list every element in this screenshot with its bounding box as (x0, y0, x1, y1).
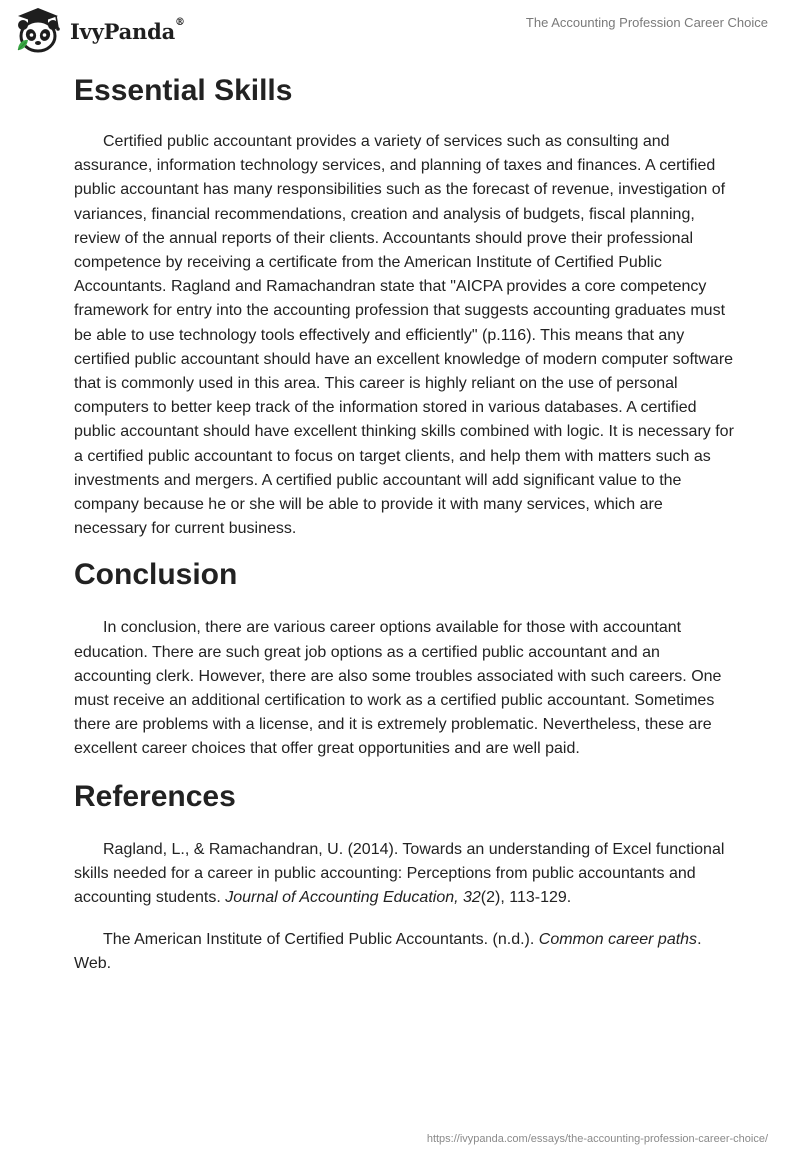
ref2-text: The American Institute of Certified Public Accountants. (n.d.). (103, 931, 539, 949)
heading-essential-skills: Essential Skills (74, 74, 293, 107)
page-header (0, 0, 800, 64)
conclusion-paragraph: In conclusion, there are various career options available for those with accountant education. There are such great job options as a certified public accountant and an accounting clerk. However, there are also some troubles associated with such careers. One must receive an additional certification to work as a certified public accountant. Sometimes there are problems with a license, and it is extremely problematic. Nevertheless, these are excellent career choices that offer great opportunities and are well paid. (74, 619, 722, 758)
ref1-issue: (2), 113-129. (480, 889, 572, 907)
reference-aicpa (74, 928, 734, 976)
heading-references: References (74, 779, 236, 813)
reference-ragland (74, 838, 734, 911)
registered-mark: ® (175, 16, 185, 28)
ref1-journal: Journal of Accounting Education, 32 (225, 889, 481, 907)
ref1-text: Ragland, L., & Ramachandran, U. (2014). Towards an understanding of Excel functional skills needed for a career in public accounting: Perceptions from public accountants and accounting students. (74, 840, 725, 907)
panda-graduate-icon (14, 6, 66, 56)
ref2-tail: . Web. (74, 931, 702, 973)
logo-wordmark (70, 16, 185, 44)
essay-content (74, 74, 734, 977)
logo-text: IvyPanda (70, 18, 176, 44)
ref2-title: Common career paths (538, 931, 698, 949)
skills-paragraph: Certified public accountant provides a variety of services such as consulting and assurance, information technology services, and planning of taxes and finances. A certified public accountant has many responsibilities such as the forecast of revenue, investigation of variances, financial recommendations, creation and analysis of budgets, fiscal planning, review of the annual reports of their clients. Accountants should prove their professional competence by receiving a certificate from the American Institute of Certified Public Accountants. Ragland and Ramachandran state that "AICPA provides a core competency framework for entry into the accounting profession that suggests accounting graduates must be able to use technology tools effectively and efficiently" (p.116). This means that any certified public accountant should have an excellent knowledge of modern computer software that is commonly used in this area. This career is highly reliant on the use of personal computers to better keep track of the information stored in various databases. A certified public accountant should have excellent thinking skills combined with logic. It is necessary for a certified public accountant to focus on target clients, and help them with matters such as investments and mergers. A certified public accountant will add significant value to the company because he or she will be able to provide it with many services, which are necessary for current business. (74, 133, 734, 538)
ivypanda-logo[interactable] (14, 6, 185, 56)
document-title: The Accounting Profession Career Choice (525, 15, 768, 30)
heading-conclusion: Conclusion (74, 558, 238, 592)
source-url[interactable]: https://ivypanda.com/essays/the-accounting-profession-career-choice/ (426, 1133, 768, 1145)
